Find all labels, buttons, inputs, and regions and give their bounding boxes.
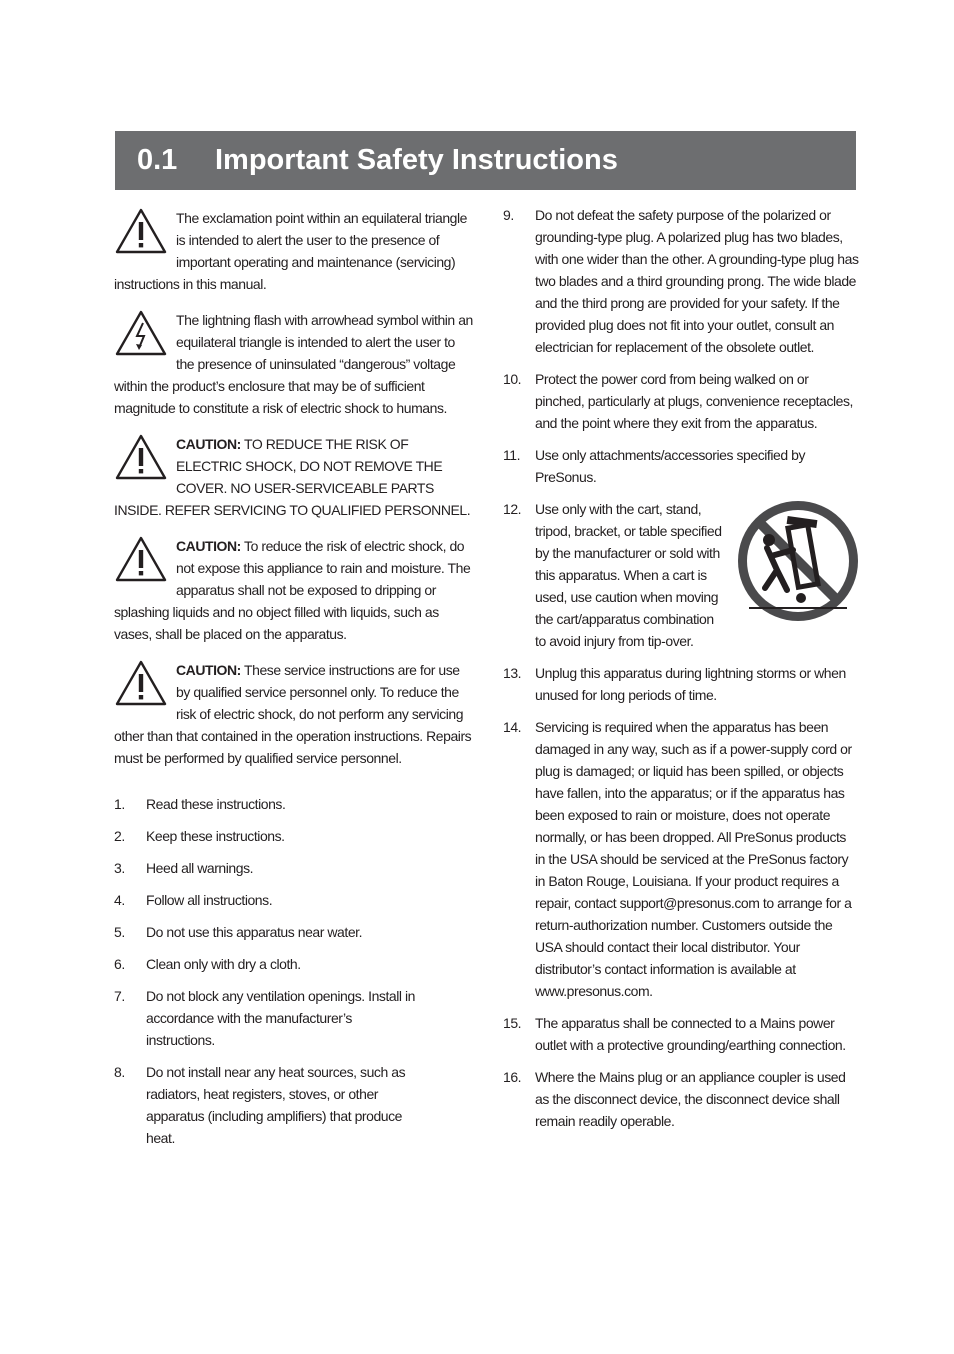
lightning-triangle-icon (114, 309, 170, 359)
list-item: 2. Keep these instructions. (114, 828, 285, 844)
section-header (115, 131, 856, 190)
list-item: 14. Servicing is required when the apparatus has been damaged in any way, such as if a power-supply cord or plug is damaged; or liquid has been spilled, or objects have fallen, into the apparatus; or if the apparatus has been exposed to rain or moisture, does not operate normally, or has been dropped. All PreSonus products in the USA should be serviced at the PreSonus factory in Baton Rouge, Louisiana. If your product requires a repair, contact support@presonus.com to arrange for a return-authorization number. Customers outside the USA should contact their local distributor. Your distributor’s contact information is available at www.presonus.com. (503, 719, 852, 999)
cart-tipover-warning-icon (737, 500, 859, 622)
caution-text: TO REDUCE THE RISK OF ELECTRIC SHOCK, DO NOT REMOVE THE COVER. NO USER-SERVICEABLE PARTS INSIDE. REFER SERVICING TO QUALIFIED PERSONNEL. (114, 436, 471, 518)
warning-text: The exclamation point within an equilateral triangle is intended to alert the user to the presence of important operating and maintenance (servicing) instructions in this manual. (114, 210, 468, 292)
caution-block (114, 659, 474, 769)
list-item: 11. Use only attachments/accessories specified by PreSonus. (503, 447, 805, 485)
list-item: 13. Unplug this apparatus during lightning storms or when unused for long periods of time. (503, 665, 846, 703)
exclamation-triangle-icon (114, 535, 170, 585)
list-item: 9. Do not defeat the safety purpose of the polarized or grounding-type plug. A polarized plug has two blades, with one wider than the other. A grounding-type plug has two blades and a third grounding prong. The wide blade and the third prong are provided for your safety. If the provided plug does not fit into your outlet, consult an electrician for replacement of the obsolete outlet. (503, 207, 859, 355)
page-title: Important Safety Instructions (215, 144, 618, 176)
warning-block (114, 309, 476, 419)
list-item: 1. Read these instructions. (114, 796, 286, 812)
caution-label: CAUTION: (176, 436, 241, 452)
list-item: 12. Use only with the cart, stand, tripod, bracket, or table specified by the manufacturer or sold with this apparatus. When a cart is used, use caution when moving the cart/apparatus combination to avoid injury from tip-over. (503, 498, 859, 652)
exclamation-triangle-icon (114, 433, 170, 483)
list-item: 5. Do not use this apparatus near water. (114, 924, 363, 940)
list-item: 6. Clean only with dry a cloth. (114, 956, 301, 972)
list-item: 7. Do not block any ventilation openings. Install in accordance with the manufacturer’s instructions. (114, 988, 416, 1048)
list-item: 15. The apparatus shall be connected to a Mains power outlet with a protective grounding/earthing connection. (503, 1015, 846, 1053)
list-item: 4. Follow all instructions. (114, 892, 273, 908)
exclamation-triangle-icon (114, 659, 170, 709)
caution-label: CAUTION: (176, 538, 241, 554)
list-item: 8. Do not install near any heat sources, such as radiators, heat registers, stoves, or other apparatus (including amplifiers) that produce heat. (114, 1064, 406, 1146)
list-item: 3. Heed all warnings. (114, 860, 254, 876)
warning-text: The lightning flash with arrowhead symbol within an equilateral triangle is intended to alert the user to the presence of uninsulated “dangerous” voltage within the product’s enclosure that may be of sufficient magnitude to constitute a risk of electric shock to humans. (114, 312, 473, 416)
caution-text: To reduce the risk of electric shock, do not expose this appliance to rain and moisture. The apparatus shall not be exposed to dripping or splashing liquids and no object filled with liquids, such as vases, shall be placed on the apparatus. (114, 538, 471, 642)
caution-text: These service instructions are for use by qualified service personnel only. To reduce the risk of electric shock, do not perform any servicing other than that contained in the operation instructions. Repairs must be performed by qualified service personnel. (114, 662, 472, 766)
caution-block (114, 433, 474, 521)
section-number: 0.1 (137, 144, 178, 176)
warning-block (114, 207, 474, 295)
caution-block (114, 535, 476, 645)
instruction-list (114, 793, 424, 1149)
caution-label: CAUTION: (176, 662, 241, 678)
list-item: 16. Where the Mains plug or an appliance coupler is used as the disconnect device, the disconnect device shall remain readily operable. (503, 1069, 846, 1129)
left-column (114, 207, 476, 1159)
exclamation-triangle-icon (114, 207, 170, 257)
right-column (503, 204, 859, 1142)
list-item: 10. Protect the power cord from being walked on or pinched, particularly at plugs, convenience receptacles, and the point where they exit from the apparatus. (503, 371, 853, 431)
